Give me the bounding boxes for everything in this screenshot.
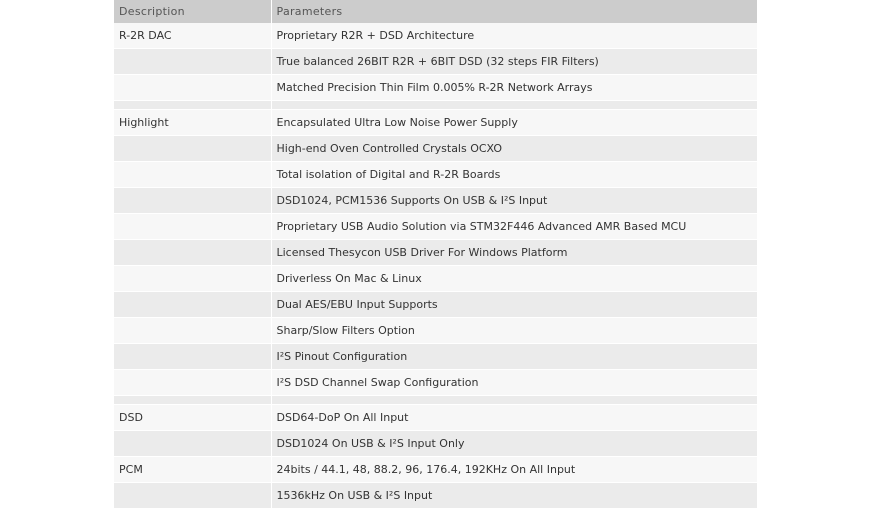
- table-row: [114, 457, 757, 483]
- table-row: [114, 344, 757, 370]
- parameter-cell: High-end Oven Controlled Crystals OCXO: [271, 136, 757, 162]
- description-cell: [114, 162, 271, 188]
- parameter-cell: I²S Pinout Configuration: [271, 344, 757, 370]
- table-row: [114, 49, 757, 75]
- description-cell: [114, 188, 271, 214]
- table-row: [114, 370, 757, 396]
- table-row: [114, 318, 757, 344]
- table-row: [114, 75, 757, 101]
- description-cell: DSD: [114, 405, 271, 431]
- parameter-cell: True balanced 26BIT R2R + 6BIT DSD (32 steps FIR Filters): [271, 49, 757, 75]
- description-cell: [114, 483, 271, 509]
- table-row: [114, 292, 757, 318]
- parameter-cell: Encapsulated Ultra Low Noise Power Supply: [271, 110, 757, 136]
- description-cell: [114, 431, 271, 457]
- description-cell: [114, 214, 271, 240]
- table-row: [114, 266, 757, 292]
- table-row: [114, 188, 757, 214]
- description-cell: [114, 75, 271, 101]
- table-row: [114, 483, 757, 509]
- table-row: [114, 136, 757, 162]
- description-cell: [114, 292, 271, 318]
- header-description: Description: [114, 0, 271, 23]
- header-row: [114, 0, 757, 23]
- description-cell: [114, 266, 271, 292]
- description-cell: [114, 344, 271, 370]
- parameter-cell: Driverless On Mac & Linux: [271, 266, 757, 292]
- spacer-row: [114, 396, 757, 405]
- parameter-cell: DSD1024, PCM1536 Supports On USB & I²S Input: [271, 188, 757, 214]
- spacer-cell: [271, 101, 757, 110]
- spacer-cell: [114, 396, 271, 405]
- table-row: [114, 110, 757, 136]
- table-row: [114, 23, 757, 49]
- description-cell: [114, 240, 271, 266]
- description-cell: [114, 370, 271, 396]
- parameter-cell: DSD64-DoP On All Input: [271, 405, 757, 431]
- parameter-cell: 24bits / 44.1, 48, 88.2, 96, 176.4, 192KHz On All Input: [271, 457, 757, 483]
- table-row: [114, 405, 757, 431]
- spacer-cell: [114, 101, 271, 110]
- description-cell: R-2R DAC: [114, 23, 271, 49]
- parameter-cell: Matched Precision Thin Film 0.005% R-2R Network Arrays: [271, 75, 757, 101]
- table-row: [114, 431, 757, 457]
- description-cell: [114, 136, 271, 162]
- table-row: [114, 162, 757, 188]
- parameter-cell: I²S DSD Channel Swap Configuration: [271, 370, 757, 396]
- parameter-cell: 1536kHz On USB & I²S Input: [271, 483, 757, 509]
- parameter-cell: Sharp/Slow Filters Option: [271, 318, 757, 344]
- spacer-cell: [271, 396, 757, 405]
- description-cell: Highlight: [114, 110, 271, 136]
- description-cell: [114, 318, 271, 344]
- spacer-row: [114, 101, 757, 110]
- parameter-cell: Proprietary USB Audio Solution via STM32F446 Advanced AMR Based MCU: [271, 214, 757, 240]
- parameter-cell: Licensed Thesycon USB Driver For Windows Platform: [271, 240, 757, 266]
- parameter-cell: Dual AES/EBU Input Supports: [271, 292, 757, 318]
- table-row: [114, 240, 757, 266]
- header-parameters: Parameters: [271, 0, 757, 23]
- parameter-cell: Total isolation of Digital and R-2R Boards: [271, 162, 757, 188]
- parameter-cell: DSD1024 On USB & I²S Input Only: [271, 431, 757, 457]
- description-cell: PCM: [114, 457, 271, 483]
- table-row: [114, 214, 757, 240]
- parameter-cell: Proprietary R2R + DSD Architecture: [271, 23, 757, 49]
- spec-table: [114, 0, 758, 509]
- description-cell: [114, 49, 271, 75]
